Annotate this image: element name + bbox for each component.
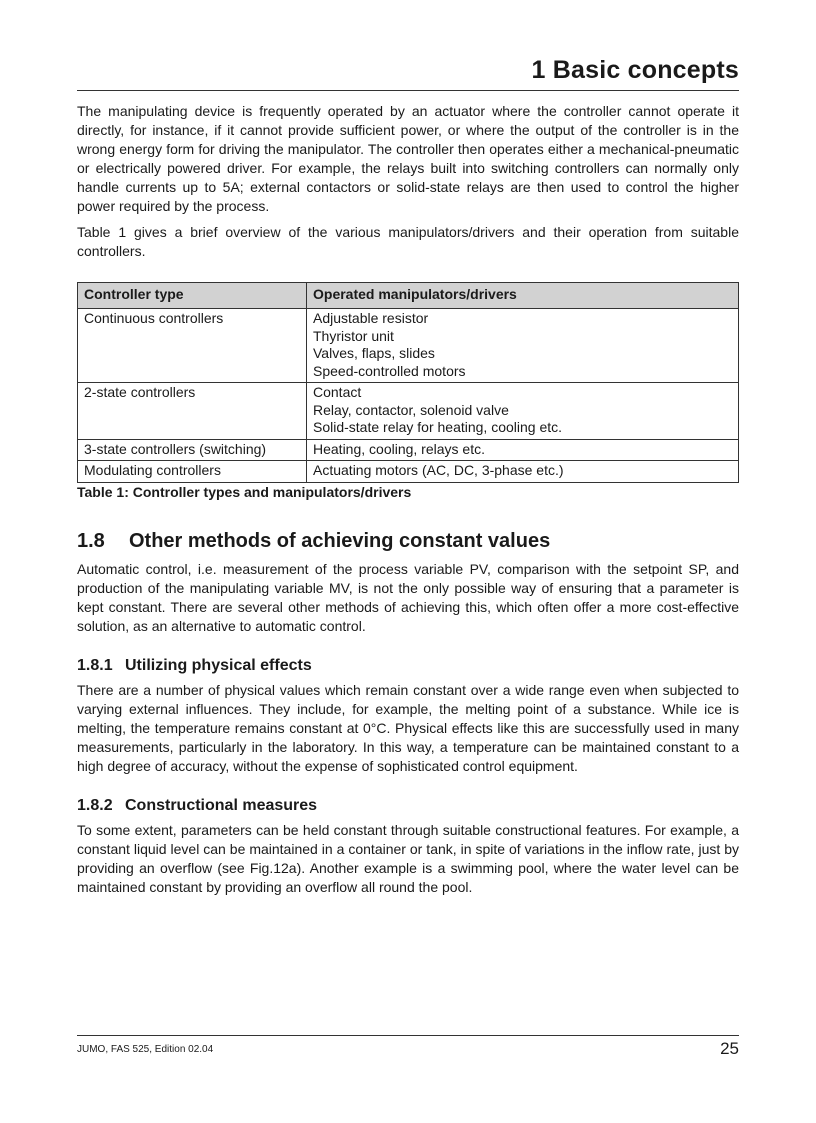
section-heading-1-8-1 xyxy=(77,656,739,676)
table-cell-type: Continuous controllers xyxy=(78,309,307,383)
table-cell-type: Modulating controllers xyxy=(78,461,307,483)
driver-item: Adjustable resistor xyxy=(313,310,429,326)
intro-paragraph-2: Table 1 gives a brief overview of the various manipulators/drivers and their operation from suitable controllers. xyxy=(77,224,739,259)
section-number: 1.8 xyxy=(77,529,105,552)
section-number: 1.8.2 xyxy=(77,796,113,814)
section-title: Other methods of achieving constant values xyxy=(129,529,551,552)
section-1-8-2-paragraph: To some extent, parameters can be held constant through suitable constructional features. For example, a constant liquid level can be maintained in a container or tank, in spite of variations in the inflow rate, just by providing an overflow (see Fig.12a). Another example is a swimming pool, where the water level can be maintained constant by providing an overflow all round the pool. xyxy=(77,821,739,895)
section-title: Constructional measures xyxy=(125,796,318,814)
driver-item: Thyristor unit xyxy=(313,327,394,344)
section-heading-1-8 xyxy=(77,529,739,553)
section-1-8-paragraph: Automatic control, i.e. measurement of the process variable PV, comparison with the setpoint SP, and production of the manipulating variable MV, is not the only possible way of ensuring that a parameter is kept constant. There are several other methods of achieving this, which often offer a more cost-effective solution, as an alternative to automatic control. xyxy=(77,560,739,634)
table-caption: Table 1: Controller types and manipulators/drivers xyxy=(77,483,412,500)
table-row xyxy=(78,309,739,383)
controller-types-table xyxy=(77,282,739,483)
table-cell-type: 3-state controllers (switching) xyxy=(78,439,307,461)
page-content xyxy=(77,102,739,904)
section-heading-1-8-2 xyxy=(77,796,739,816)
intro-paragraph-1: The manipulating device is frequently operated by an actuator where the controller cannot operate it directly, for instance, if it cannot provide sufficient power, or where the output of the controller is in the wrong energy form for driving the manipulator. The controller then operates either a mechanical-pneumatic or electrically powered driver. For example, the relays built into switching controllers can normally only handle currents up to 5A; external contactors or solid-state relays are then used to control the higher power required by the process. xyxy=(77,103,739,214)
footer-edition: JUMO, FAS 525, Edition 02.04 xyxy=(77,1044,214,1055)
table-header-row xyxy=(78,283,739,309)
page-number: 25 xyxy=(720,1039,739,1058)
driver-item: Speed-controlled motors xyxy=(313,362,466,379)
table-cell-drivers xyxy=(307,383,739,440)
header-rule xyxy=(77,90,739,91)
driver-item: Heating, cooling, relays etc. xyxy=(313,440,485,457)
table-cell-type: 2-state controllers xyxy=(78,383,307,440)
table-header-controller-type: Controller type xyxy=(78,283,307,309)
driver-item: Valves, flaps, slides xyxy=(313,345,435,361)
driver-item: Contact xyxy=(313,384,362,400)
footer-rule xyxy=(77,1035,739,1036)
driver-item: Relay, contactor, solenoid valve xyxy=(313,401,509,418)
table-cell-drivers xyxy=(307,309,739,383)
driver-item: Actuating motors (AC, DC, 3-phase etc.) xyxy=(313,462,564,478)
table-row xyxy=(78,383,739,440)
table-row xyxy=(78,439,739,461)
driver-item: Solid-state relay for heating, cooling etc. xyxy=(313,419,563,435)
table-cell-drivers xyxy=(307,461,739,483)
table-header-drivers: Operated manipulators/drivers xyxy=(307,283,739,309)
section-title: Utilizing physical effects xyxy=(125,656,312,674)
section-1-8-1-paragraph: There are a number of physical values which remain constant over a wide range even when subjected to varying external influences. They include, for example, the melting point of a substance. While ice is melting, the temperature remains constant at 0°C. Physical effects like this are successfully used in many measurements, particularly in the laboratory. In this way, a temperature can be maintained constant to a high degree of accuracy, without the expense of sophisticated control equipment. xyxy=(77,681,739,774)
chapter-title: 1 Basic concepts xyxy=(531,56,739,84)
section-number: 1.8.1 xyxy=(77,656,113,674)
table-cell-drivers xyxy=(307,439,739,461)
table-row xyxy=(78,461,739,483)
